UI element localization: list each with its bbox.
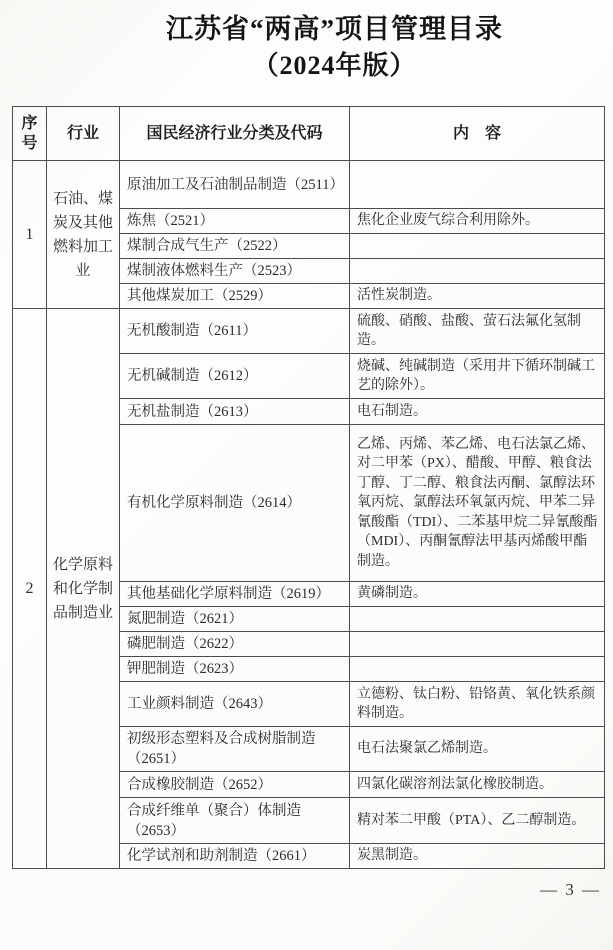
code-cell: 初级形态塑料及合成树脂制造（2651） [120, 727, 350, 772]
title-line-2: （2024年版） [252, 51, 417, 80]
code-cell: 氮肥制造（2621） [120, 607, 350, 632]
page-number: — 3 — [540, 880, 601, 899]
code-cell: 炼焦（2521） [120, 209, 350, 234]
industry-cell: 化学原料和化学制品制造业 [47, 309, 120, 869]
table-row [13, 161, 605, 209]
code-cell: 其他煤炭加工（2529） [120, 284, 350, 309]
content-cell: 活性炭制造。 [350, 284, 605, 309]
content-cell: 精对苯二甲酸（PTA）、乙二醇制造。 [350, 798, 605, 844]
header-content: 内 容 [350, 107, 605, 161]
content-cell [350, 161, 605, 209]
code-cell: 有机化学原料制造（2614） [120, 425, 350, 582]
content-cell [350, 607, 605, 632]
code-cell: 钾肥制造（2623） [120, 657, 350, 682]
code-cell: 化学试剂和助剂制造（2661） [120, 844, 350, 869]
code-cell: 无机碱制造（2612） [120, 354, 350, 399]
table-row [13, 309, 605, 354]
code-cell: 工业颜料制造（2643） [120, 682, 350, 727]
content-cell: 四氯化碳溶剂法氯化橡胶制造。 [350, 772, 605, 798]
content-cell [350, 259, 605, 284]
code-cell: 合成纤维单（聚合）体制造（2653） [120, 798, 350, 844]
header-industry: 行业 [47, 107, 120, 161]
content-cell: 烧碱、纯碱制造（采用井下循环制碱工艺的除外）。 [350, 354, 605, 399]
content-cell: 电石法聚氯乙烯制造。 [350, 727, 605, 772]
code-cell: 无机盐制造（2613） [120, 399, 350, 425]
code-cell: 煤制合成气生产（2522） [120, 234, 350, 259]
content-cell: 黄磷制造。 [350, 582, 605, 607]
content-cell: 电石制造。 [350, 399, 605, 425]
content-cell: 立德粉、钛白粉、铅铬黄、氧化铁系颜料制造。 [350, 682, 605, 727]
content-cell: 硫酸、硝酸、盐酸、萤石法氟化氢制造。 [350, 309, 605, 354]
content-cell [350, 657, 605, 682]
content-cell: 焦化企业废气综合利用除外。 [350, 209, 605, 234]
content-cell [350, 632, 605, 657]
title-line-1: 江苏省“两高”项目管理目录 [166, 14, 503, 44]
header-code: 国民经济行业分类及代码 [120, 107, 350, 161]
code-cell: 磷肥制造（2622） [120, 632, 350, 657]
table-header-row [13, 107, 605, 161]
document-title [0, 10, 613, 84]
serial-cell: 2 [13, 309, 47, 869]
content-cell: 炭黑制造。 [350, 844, 605, 869]
code-cell: 无机酸制造（2611） [120, 309, 350, 354]
code-cell: 原油加工及石油制品制造（2511） [120, 161, 350, 209]
code-cell: 其他基础化学原料制造（2619） [120, 582, 350, 607]
header-serial: 序号 [13, 107, 47, 161]
code-cell: 合成橡胶制造（2652） [120, 772, 350, 798]
content-cell [350, 234, 605, 259]
code-cell: 煤制液体燃料生产（2523） [120, 259, 350, 284]
industry-cell: 石油、煤炭及其他燃料加工业 [47, 161, 120, 309]
catalog-table [12, 106, 605, 869]
content-cell: 乙烯、丙烯、苯乙烯、电石法氯乙烯、对二甲苯（PX）、醋酸、甲醇、粮食法丁醇、丁二醇、粮食法丙酮、氯醇法环氧丙烷、氯醇法环氧氯丙烷、甲苯二异氰酸酯（TDI）、二苯基甲烷二异氰酸酯（MDI）、丙酮氰醇法甲基丙烯酸甲酯制造。 [350, 425, 605, 582]
serial-cell: 1 [13, 161, 47, 309]
